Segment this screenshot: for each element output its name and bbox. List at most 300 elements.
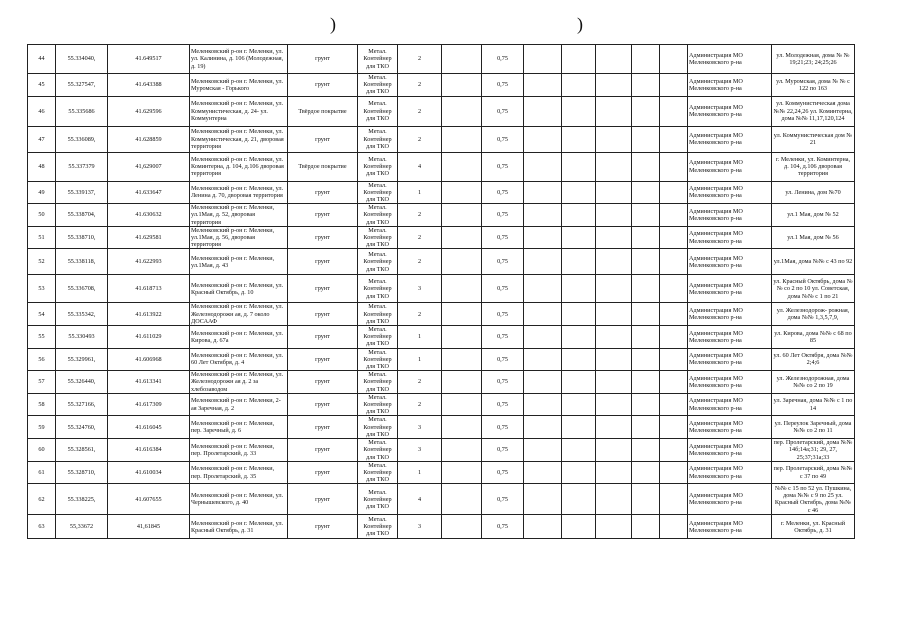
service-area: ул. Переулок Заречный, дома №№ со 2 по 11 xyxy=(772,416,855,439)
container-volume: 0,75 xyxy=(482,126,524,152)
empty-cell xyxy=(442,181,482,204)
empty-cell xyxy=(562,439,596,462)
surface-type: грунт xyxy=(288,393,358,416)
address: Меленковский р-он г. Меленки, ул. ул. Калинина, д. 106 (Молодежная, д. 19) xyxy=(190,45,288,74)
empty-cell xyxy=(660,371,688,394)
table-row xyxy=(28,326,855,349)
empty-cell xyxy=(596,96,632,126)
row-number: 49 xyxy=(28,181,56,204)
longitude: 41.643388 xyxy=(108,74,190,97)
surface-type: грунт xyxy=(288,249,358,275)
empty-cell xyxy=(632,371,660,394)
empty-cell xyxy=(660,326,688,349)
service-area: ул. Кирова, дома №№ с 68 по 85 xyxy=(772,326,855,349)
empty-cell xyxy=(524,348,562,371)
address: Меленковский р-он г. Меленки, ул. Железнодорожн ая, д. 7 около ДОСААФ xyxy=(190,303,288,326)
empty-cell xyxy=(660,439,688,462)
row-number: 61 xyxy=(28,461,56,484)
table-row xyxy=(28,45,855,74)
container-type: Метал. Контейнер для ТКО xyxy=(358,303,398,326)
surface-type: грунт xyxy=(288,275,358,303)
address: Меленковский р-он г. Меленки, ул. Чернышевского, д. 40 xyxy=(190,484,288,515)
empty-cell xyxy=(442,484,482,515)
address: Меленковский р-он г. Меленки, ул. Железнодорожн ая д. 2 за хлебозаводом xyxy=(190,371,288,394)
container-type: Метал. Контейнер для ТКО xyxy=(358,204,398,227)
empty-cell xyxy=(562,348,596,371)
container-volume: 0,75 xyxy=(482,204,524,227)
row-number: 54 xyxy=(28,303,56,326)
longitude: 41.613341 xyxy=(108,371,190,394)
table-row xyxy=(28,393,855,416)
surface-type: грунт xyxy=(288,181,358,204)
empty-cell xyxy=(660,152,688,181)
row-number: 44 xyxy=(28,45,56,74)
latitude: 55.329961, xyxy=(56,348,108,371)
empty-cell xyxy=(660,181,688,204)
empty-cell xyxy=(660,393,688,416)
latitude: 55.328710, xyxy=(56,461,108,484)
container-type: Метал. Контейнер для ТКО xyxy=(358,439,398,462)
empty-cell xyxy=(632,461,660,484)
empty-cell xyxy=(596,74,632,97)
table-row xyxy=(28,275,855,303)
owner: Администрация МО Меленковского р-на xyxy=(688,393,772,416)
owner: Администрация МО Меленковского р-на xyxy=(688,249,772,275)
empty-cell xyxy=(596,181,632,204)
empty-cell xyxy=(524,96,562,126)
container-volume: 0,75 xyxy=(482,515,524,539)
container-count: 2 xyxy=(398,74,442,97)
latitude: 55.337379 xyxy=(56,152,108,181)
latitude: 55,33672 xyxy=(56,515,108,539)
latitude: 55.335686 xyxy=(56,96,108,126)
empty-cell xyxy=(596,416,632,439)
row-number: 55 xyxy=(28,326,56,349)
empty-cell xyxy=(632,126,660,152)
empty-cell xyxy=(660,461,688,484)
latitude: 55.327547, xyxy=(56,74,108,97)
container-count: 4 xyxy=(398,484,442,515)
empty-cell xyxy=(632,181,660,204)
container-count: 2 xyxy=(398,249,442,275)
latitude: 55.338225, xyxy=(56,484,108,515)
empty-cell xyxy=(632,303,660,326)
empty-cell xyxy=(660,515,688,539)
longitude: 41.633647 xyxy=(108,181,190,204)
empty-cell xyxy=(632,74,660,97)
empty-cell xyxy=(632,393,660,416)
latitude: 55.338710, xyxy=(56,226,108,249)
longitude: 41.610034 xyxy=(108,461,190,484)
table-row xyxy=(28,181,855,204)
owner: Администрация МО Меленковского р-на xyxy=(688,484,772,515)
row-number: 46 xyxy=(28,96,56,126)
empty-cell xyxy=(442,303,482,326)
surface-type: грунт xyxy=(288,348,358,371)
container-volume: 0,75 xyxy=(482,181,524,204)
container-count: 2 xyxy=(398,393,442,416)
empty-cell xyxy=(524,416,562,439)
container-count: 3 xyxy=(398,439,442,462)
container-volume: 0,75 xyxy=(482,45,524,74)
empty-cell xyxy=(442,439,482,462)
container-count: 1 xyxy=(398,326,442,349)
empty-cell xyxy=(596,326,632,349)
container-type: Метал. Контейнер для ТКО xyxy=(358,461,398,484)
container-type: Метал. Контейнер для ТКО xyxy=(358,45,398,74)
container-volume: 0,75 xyxy=(482,484,524,515)
latitude: 55.336708, xyxy=(56,275,108,303)
empty-cell xyxy=(442,275,482,303)
empty-cell xyxy=(562,181,596,204)
row-number: 47 xyxy=(28,126,56,152)
table-row xyxy=(28,461,855,484)
container-volume: 0,75 xyxy=(482,371,524,394)
table-row xyxy=(28,484,855,515)
empty-cell xyxy=(524,126,562,152)
owner: Администрация МО Меленковского р-на xyxy=(688,371,772,394)
empty-cell xyxy=(660,484,688,515)
empty-cell xyxy=(562,74,596,97)
container-count: 1 xyxy=(398,181,442,204)
container-count: 2 xyxy=(398,126,442,152)
container-type: Метал. Контейнер для ТКО xyxy=(358,348,398,371)
owner: Администрация МО Меленковского р-на xyxy=(688,439,772,462)
owner: Администрация МО Меленковского р-на xyxy=(688,515,772,539)
owner: Администрация МО Меленковского р-на xyxy=(688,152,772,181)
service-area: ул. Коммунистическая дома №№ 22,24,26 ул. Коминтерна, дома №№ 11,17,120,124 xyxy=(772,96,855,126)
empty-cell xyxy=(632,249,660,275)
table-row xyxy=(28,416,855,439)
owner: Администрация МО Меленковского р-на xyxy=(688,96,772,126)
empty-cell xyxy=(596,484,632,515)
owner: Администрация МО Меленковского р-на xyxy=(688,326,772,349)
empty-cell xyxy=(524,204,562,227)
container-type: Метал. Контейнер для ТКО xyxy=(358,416,398,439)
empty-cell xyxy=(442,416,482,439)
address: Меленковский р-он г. Меленки, ул.1Мая, д. 43 xyxy=(190,249,288,275)
row-number: 50 xyxy=(28,204,56,227)
container-type: Метал. Контейнер для ТКО xyxy=(358,393,398,416)
empty-cell xyxy=(442,326,482,349)
service-area: №№ с 15 по 52 ул. Пушкина, дома №№ с 9 по 25 ул. Красный Октябрь, дома №№ с 46 xyxy=(772,484,855,515)
empty-cell xyxy=(442,74,482,97)
empty-cell xyxy=(660,126,688,152)
empty-cell xyxy=(660,348,688,371)
container-volume: 0,75 xyxy=(482,393,524,416)
container-volume: 0,75 xyxy=(482,461,524,484)
empty-cell xyxy=(442,96,482,126)
empty-cell xyxy=(442,393,482,416)
empty-cell xyxy=(632,484,660,515)
container-type: Метал. Контейнер для ТКО xyxy=(358,74,398,97)
empty-cell xyxy=(562,393,596,416)
surface-type: Твёрдое покрытие xyxy=(288,96,358,126)
empty-cell xyxy=(524,226,562,249)
container-volume: 0,75 xyxy=(482,416,524,439)
empty-cell xyxy=(562,371,596,394)
address: Меленковский р-он г. Меленки, ул. Кирова, д. 67а xyxy=(190,326,288,349)
surface-type: Твёрдое покрытие xyxy=(288,152,358,181)
empty-cell xyxy=(562,126,596,152)
empty-cell xyxy=(442,126,482,152)
container-count: 2 xyxy=(398,303,442,326)
address: Меленковский р-он г. Меленки, ул.1Мая, д. 56, дворовая территория xyxy=(190,226,288,249)
service-area: ул. Муромская, дома № № с 122 по 163 xyxy=(772,74,855,97)
surface-type: грунт xyxy=(288,326,358,349)
container-type: Метал. Контейнер для ТКО xyxy=(358,226,398,249)
table-row xyxy=(28,152,855,181)
table-row xyxy=(28,371,855,394)
container-volume: 0,75 xyxy=(482,348,524,371)
empty-cell xyxy=(562,96,596,126)
longitude: 41.613922 xyxy=(108,303,190,326)
container-count: 3 xyxy=(398,416,442,439)
surface-type: грунт xyxy=(288,226,358,249)
address: Меленковский р-он г. Меленки, ул. Коминтерна, д. 104, д.106 дворовая территория xyxy=(190,152,288,181)
container-count: 2 xyxy=(398,96,442,126)
container-volume: 0,75 xyxy=(482,96,524,126)
empty-cell xyxy=(524,326,562,349)
row-number: 59 xyxy=(28,416,56,439)
empty-cell xyxy=(562,461,596,484)
service-area: ул. Красный Октябрь, дома №№ со 2 по 10 ул. Советская, дома №№ с 1 по 21 xyxy=(772,275,855,303)
row-number: 45 xyxy=(28,74,56,97)
empty-cell xyxy=(660,303,688,326)
empty-cell xyxy=(524,484,562,515)
service-area: ул. 60 Лет Октября, дома №№ 2;4;6 xyxy=(772,348,855,371)
empty-cell xyxy=(442,152,482,181)
latitude: 55.330493 xyxy=(56,326,108,349)
empty-cell xyxy=(632,348,660,371)
service-area: ул. Железнодорожная, дома №№ со 2 по 19 xyxy=(772,371,855,394)
empty-cell xyxy=(524,439,562,462)
empty-cell xyxy=(442,348,482,371)
row-number: 52 xyxy=(28,249,56,275)
row-number: 63 xyxy=(28,515,56,539)
empty-cell xyxy=(596,439,632,462)
owner: Администрация МО Меленковского р-на xyxy=(688,74,772,97)
empty-cell xyxy=(562,226,596,249)
longitude: 41.649517 xyxy=(108,45,190,74)
container-type: Метал. Контейнер для ТКО xyxy=(358,249,398,275)
empty-cell xyxy=(442,461,482,484)
empty-cell xyxy=(660,45,688,74)
latitude: 55.339137, xyxy=(56,181,108,204)
surface-type: грунт xyxy=(288,204,358,227)
address: Меленковский р-он г. Меленки, 2-ая Заречная, д. 2 xyxy=(190,393,288,416)
container-count: 1 xyxy=(398,461,442,484)
longitude: 41.611029 xyxy=(108,326,190,349)
service-area: ул.1 Мая, дом № 52 xyxy=(772,204,855,227)
address: Меленковский р-он г. Меленки, ул. Красный Октябрь, д. 10 xyxy=(190,275,288,303)
empty-cell xyxy=(524,371,562,394)
container-type: Метал. Контейнер для ТКО xyxy=(358,326,398,349)
container-count: 4 xyxy=(398,152,442,181)
empty-cell xyxy=(562,515,596,539)
row-number: 48 xyxy=(28,152,56,181)
longitude: 41.616045 xyxy=(108,416,190,439)
address: Меленковский р-он г. Меленки, ул. Коммунистическая, д. 24- ул. Коммунтерна xyxy=(190,96,288,126)
empty-cell xyxy=(632,439,660,462)
row-number: 51 xyxy=(28,226,56,249)
empty-cell xyxy=(660,416,688,439)
container-type: Метал. Контейнер для ТКО xyxy=(358,181,398,204)
empty-cell xyxy=(524,249,562,275)
service-area: ул. Ленина, дом №70 xyxy=(772,181,855,204)
container-volume: 0,75 xyxy=(482,249,524,275)
longitude: 41,61845 xyxy=(108,515,190,539)
container-count: 1 xyxy=(398,348,442,371)
service-area: ул. Молодежная, дома № № 19;21;23; 24;25;26 xyxy=(772,45,855,74)
empty-cell xyxy=(660,275,688,303)
owner: Администрация МО Меленковского р-на xyxy=(688,275,772,303)
service-area: пер. Пролетарский, дома №№ с 37 по 49 xyxy=(772,461,855,484)
container-volume: 0,75 xyxy=(482,74,524,97)
surface-type: грунт xyxy=(288,303,358,326)
owner: Администрация МО Меленковского р-на xyxy=(688,303,772,326)
empty-cell xyxy=(632,416,660,439)
container-volume: 0,75 xyxy=(482,439,524,462)
service-area: ул. Железнодорож- рожная, дома №№ 1,3,5,7,9, xyxy=(772,303,855,326)
table-row xyxy=(28,96,855,126)
owner: Администрация МО Меленковского р-на xyxy=(688,461,772,484)
service-area: г. Меленки, ул. Красный Октябрь, д. 31 xyxy=(772,515,855,539)
longitude: 41.607655 xyxy=(108,484,190,515)
container-type: Метал. Контейнер для ТКО xyxy=(358,515,398,539)
empty-cell xyxy=(524,303,562,326)
empty-cell xyxy=(596,348,632,371)
container-count: 2 xyxy=(398,226,442,249)
empty-cell xyxy=(596,249,632,275)
empty-cell xyxy=(442,226,482,249)
empty-cell xyxy=(660,74,688,97)
empty-cell xyxy=(632,96,660,126)
address: Меленковский р-он г. Меленки, ул.1Мая, д. 52, дворовая территория xyxy=(190,204,288,227)
service-area: ул.1 Мая, дом № 56 xyxy=(772,226,855,249)
surface-type: грунт xyxy=(288,484,358,515)
empty-cell xyxy=(632,275,660,303)
table-row xyxy=(28,515,855,539)
empty-cell xyxy=(524,515,562,539)
empty-cell xyxy=(562,152,596,181)
address: Меленковский р-он г. Меленки, ул. 60 Лет Октября, д. 4 xyxy=(190,348,288,371)
table-row xyxy=(28,226,855,249)
latitude: 55.334040, xyxy=(56,45,108,74)
service-area: пер. Пролетарский, дома №№ 14б;14а;31; 29, 27, 25;37;31а;33 xyxy=(772,439,855,462)
row-number: 60 xyxy=(28,439,56,462)
table-row xyxy=(28,204,855,227)
container-type: Метал. Контейнер для ТКО xyxy=(358,275,398,303)
empty-cell xyxy=(660,249,688,275)
page-mark-left: ) xyxy=(330,14,336,34)
container-type: Метал. Контейнер для ТКО xyxy=(358,484,398,515)
surface-type: грунт xyxy=(288,74,358,97)
container-volume: 0,75 xyxy=(482,326,524,349)
empty-cell xyxy=(596,275,632,303)
empty-cell xyxy=(442,204,482,227)
empty-cell xyxy=(442,515,482,539)
empty-cell xyxy=(632,204,660,227)
container-sites-table xyxy=(27,44,855,539)
container-count: 2 xyxy=(398,45,442,74)
longitude: 41.622993 xyxy=(108,249,190,275)
owner: Администрация МО Меленковского р-на xyxy=(688,204,772,227)
service-area: ул. Коммунистическая дом № 21 xyxy=(772,126,855,152)
service-area: г. Меленки, ул. Коминтерна, д. 104, д.106 дворовая территория xyxy=(772,152,855,181)
container-type: Метал. Контейнер для ТКО xyxy=(358,371,398,394)
address: Меленковский р-он г. Меленки, пер. Пролетарский, д. 33 xyxy=(190,439,288,462)
owner: Администрация МО Меленковского р-на xyxy=(688,416,772,439)
address: Меленковский р-он г. Меленки, пер. Заречный, д. 6 xyxy=(190,416,288,439)
surface-type: грунт xyxy=(288,126,358,152)
empty-cell xyxy=(596,371,632,394)
empty-cell xyxy=(596,515,632,539)
empty-cell xyxy=(562,204,596,227)
row-number: 57 xyxy=(28,371,56,394)
table-row xyxy=(28,303,855,326)
container-type: Метал. Контейнер для ТКО xyxy=(358,152,398,181)
longitude: 41.628859 xyxy=(108,126,190,152)
row-number: 53 xyxy=(28,275,56,303)
empty-cell xyxy=(562,326,596,349)
table-row xyxy=(28,439,855,462)
empty-cell xyxy=(660,96,688,126)
address: Меленковский р-он г. Меленки, ул. Муромская - Горького xyxy=(190,74,288,97)
empty-cell xyxy=(596,226,632,249)
latitude: 55.338704, xyxy=(56,204,108,227)
empty-cell xyxy=(632,45,660,74)
address: Меленковский р-он г. Меленки, ул. Коммунистическая, д. 21, дворовая территория xyxy=(190,126,288,152)
longitude: 41.617309 xyxy=(108,393,190,416)
empty-cell xyxy=(596,204,632,227)
latitude: 55.324760, xyxy=(56,416,108,439)
empty-cell xyxy=(524,181,562,204)
empty-cell xyxy=(596,126,632,152)
empty-cell xyxy=(660,226,688,249)
address: Меленковский р-он г. Меленки, ул. Красный Октябрь, д. 31 xyxy=(190,515,288,539)
empty-cell xyxy=(562,275,596,303)
surface-type: грунт xyxy=(288,416,358,439)
surface-type: грунт xyxy=(288,439,358,462)
container-count: 2 xyxy=(398,371,442,394)
service-area: ул.1Мая, дома №№ с 43 по 92 xyxy=(772,249,855,275)
container-count: 3 xyxy=(398,275,442,303)
latitude: 55.336089, xyxy=(56,126,108,152)
latitude: 55.335342, xyxy=(56,303,108,326)
longitude: 41.618713 xyxy=(108,275,190,303)
longitude: 41.629596 xyxy=(108,96,190,126)
container-volume: 0,75 xyxy=(482,303,524,326)
owner: Администрация МО Меленковского р-на xyxy=(688,226,772,249)
latitude: 55.338118, xyxy=(56,249,108,275)
empty-cell xyxy=(632,226,660,249)
empty-cell xyxy=(562,45,596,74)
longitude: 41.629581 xyxy=(108,226,190,249)
container-volume: 0,75 xyxy=(482,226,524,249)
row-number: 56 xyxy=(28,348,56,371)
empty-cell xyxy=(524,74,562,97)
empty-cell xyxy=(596,461,632,484)
address: Меленковский р-он г. Меленки, ул. Ленина д. 70, дворовая территория xyxy=(190,181,288,204)
table-row xyxy=(28,249,855,275)
surface-type: грунт xyxy=(288,461,358,484)
empty-cell xyxy=(442,45,482,74)
table-row xyxy=(28,348,855,371)
empty-cell xyxy=(562,416,596,439)
row-number: 62 xyxy=(28,484,56,515)
empty-cell xyxy=(562,484,596,515)
